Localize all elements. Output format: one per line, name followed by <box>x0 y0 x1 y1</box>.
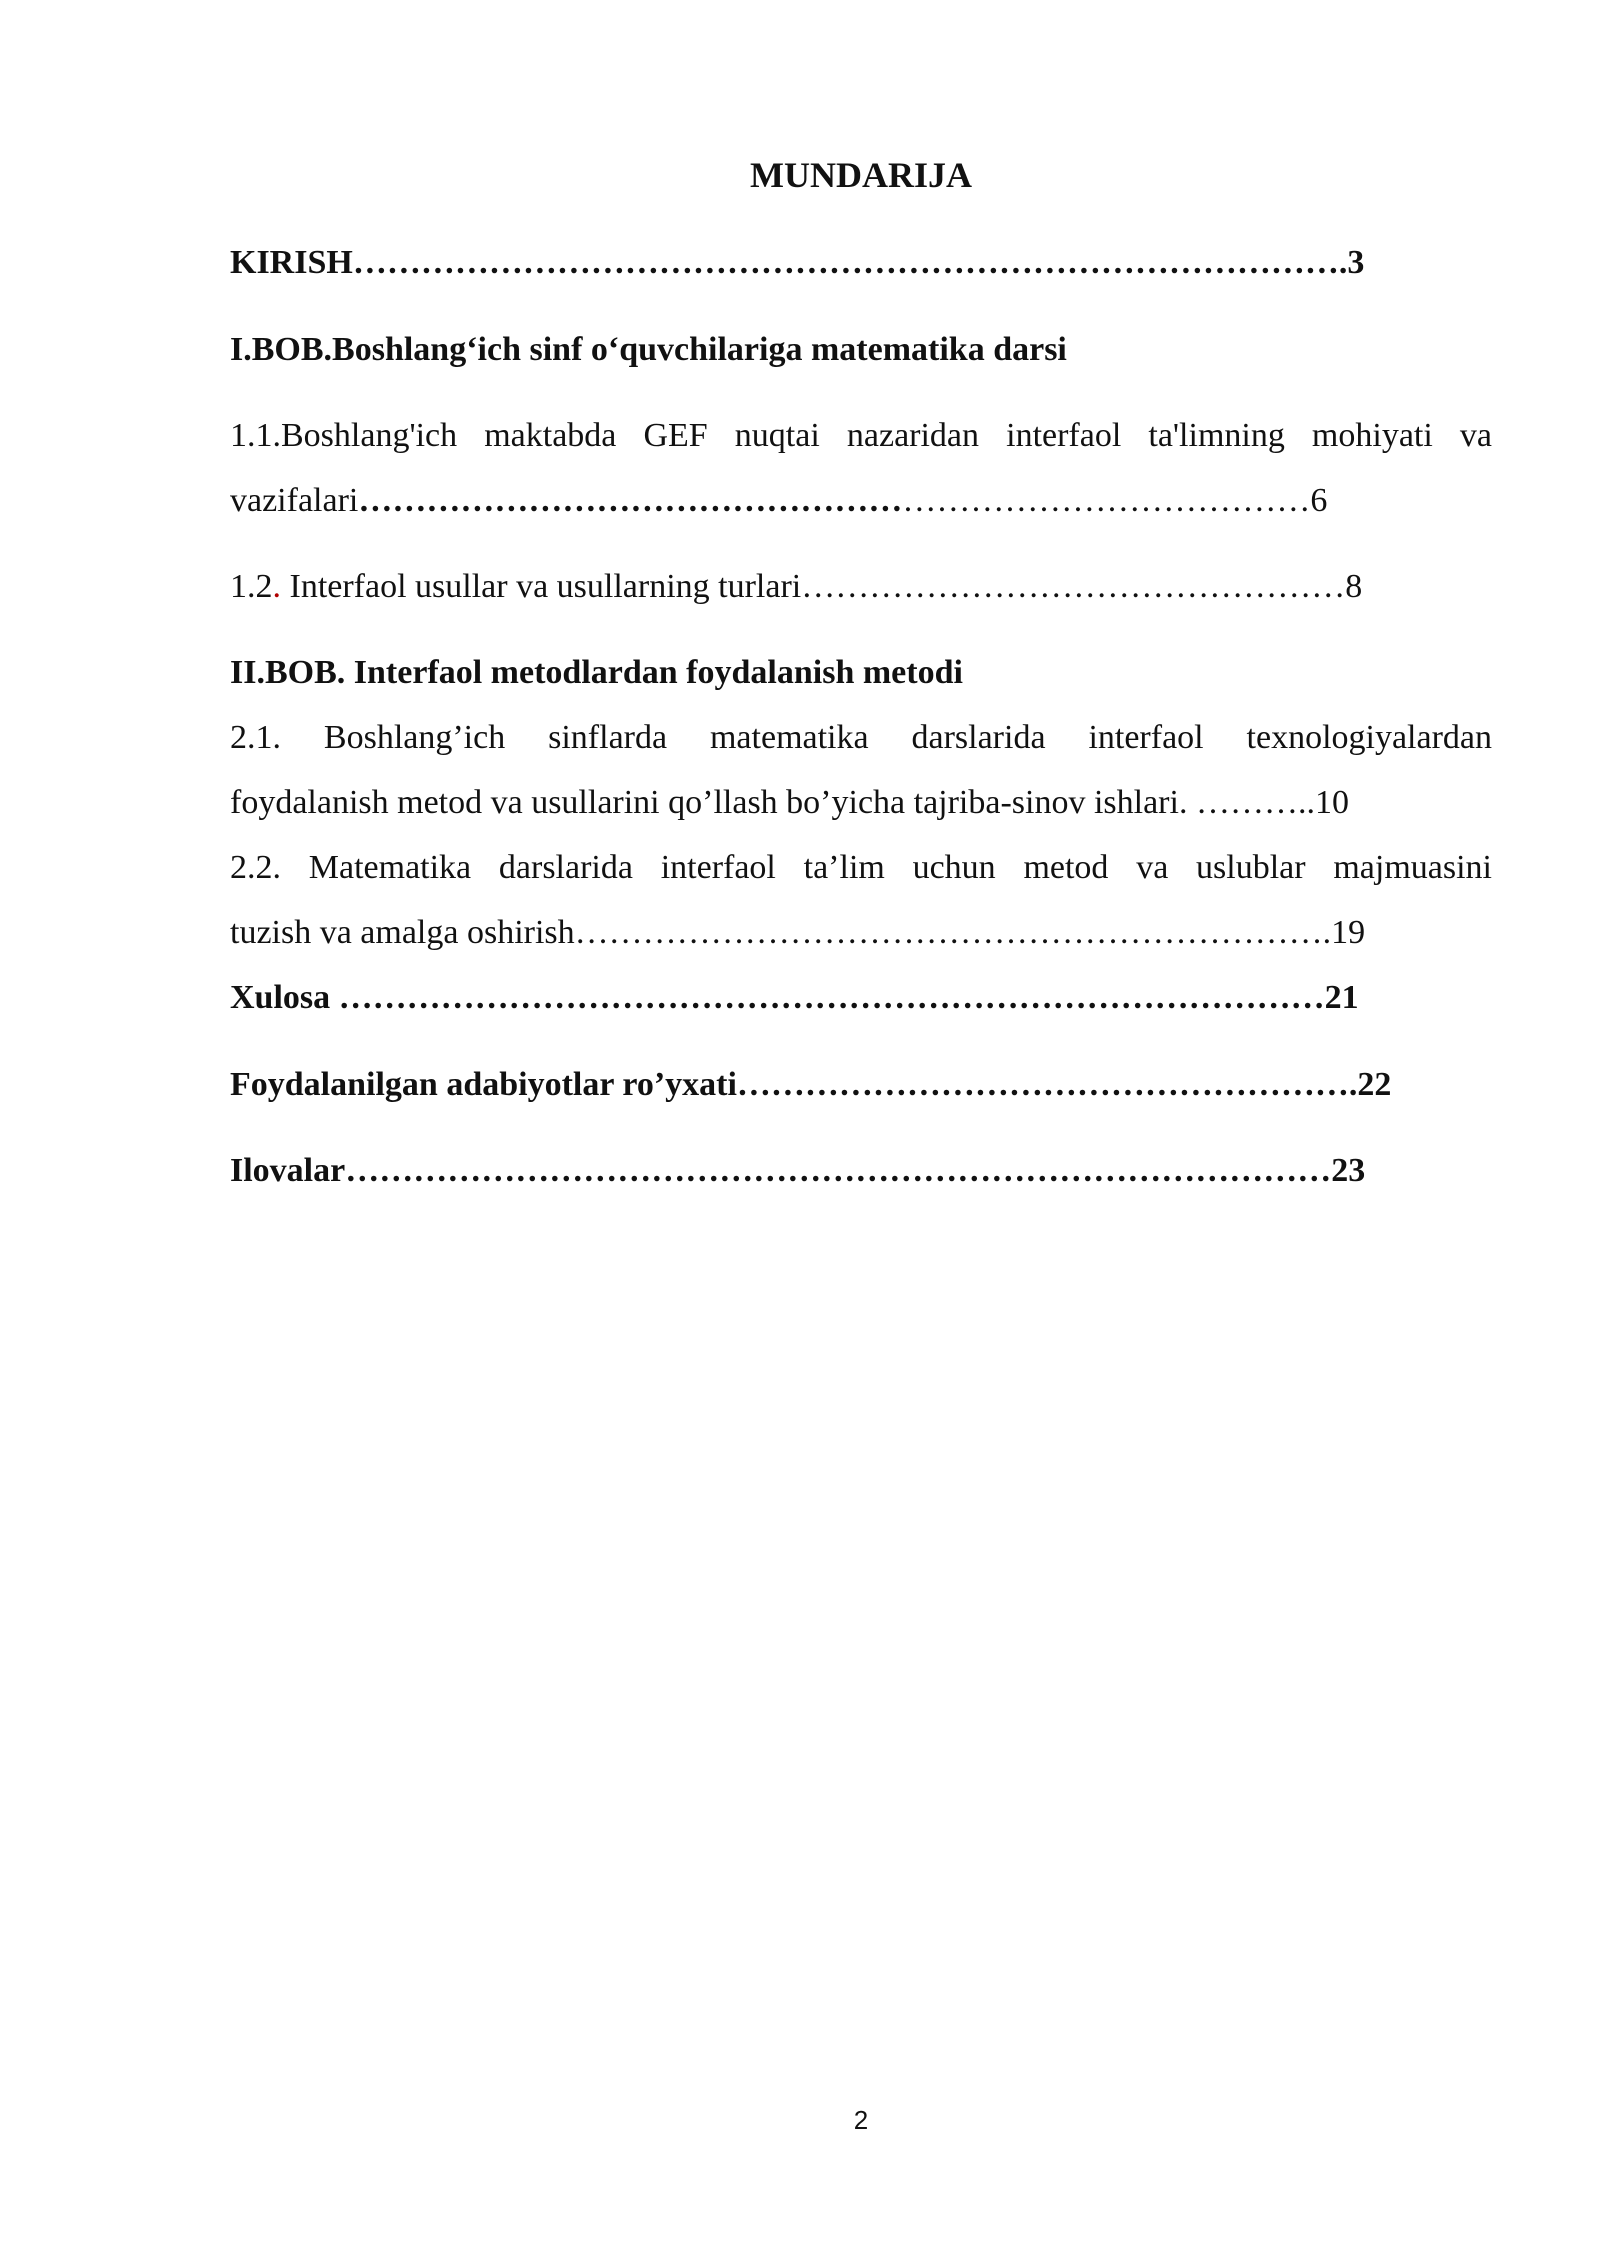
toc-entry-ilovalar[interactable]: Ilovalar……………………………………………………………………………23 <box>230 1152 1366 1189</box>
toc-entry-kirish[interactable]: KIRISH…………………………………………………………………………….3 <box>230 244 1365 281</box>
toc-entry-adabiyotlar[interactable]: Foydalanilgan adabiyotlar ro’yxati……………………………………………….22 <box>230 1066 1392 1103</box>
toc-chapter-2-heading[interactable]: II.BOB. Interfaol metodlardan foydalanish metodi <box>230 654 963 691</box>
toc-entry-1-1-line-1[interactable]: 1.1.Boshlang'ich maktabda GEF nuqtai nazaridan interfaol ta'limning mohiyati va <box>230 417 1492 454</box>
page-number: 2 <box>853 2105 869 2135</box>
toc-entry-1-1-line-2[interactable] <box>230 478 1492 524</box>
toc-entry-2-1-line-1[interactable]: 2.1. Boshlang’ich sinflarda matematika darslarida interfaol texnologiyalardan <box>230 719 1492 756</box>
toc-entry-2-1-line-2[interactable]: foydalanish metod va usullarini qo’llash bo’yicha tajriba-sinov ishlari. ………..10 <box>230 784 1349 821</box>
toc-chapter-1-heading[interactable]: I.BOB.Boshlang‘ich sinf o‘quvchilariga matematika darsi <box>230 331 1067 368</box>
toc-entry-1-2-text: Interfaol usullar va usullarning turlari…………………………………………8 <box>281 568 1363 605</box>
toc-entry-1-2[interactable] <box>230 564 1492 610</box>
toc-entry-xulosa[interactable]: Xulosa ……………………………………………………………………………21 <box>230 979 1359 1016</box>
toc-entry-1-2-number: 1.2 <box>230 568 273 605</box>
toc-entry-2-2-line-2[interactable]: tuzish va amalga oshirish………………………………………………………….19 <box>230 914 1366 951</box>
toc-entry-2-2-line-1[interactable]: 2.2. Matematika darslarida interfaol ta’lim uchun metod va uslublar majmuasini <box>230 849 1492 886</box>
toc-entry-1-1-text: vazifalari <box>230 482 359 519</box>
page-title: MUNDARIJA <box>750 155 972 195</box>
toc-entry-1-2-dot: . <box>272 568 281 605</box>
toc-entry-1-1-leader: ………………………………6 <box>902 482 1328 519</box>
toc-entry-1-1-leader-bold: ………………………………………… <box>358 482 903 519</box>
